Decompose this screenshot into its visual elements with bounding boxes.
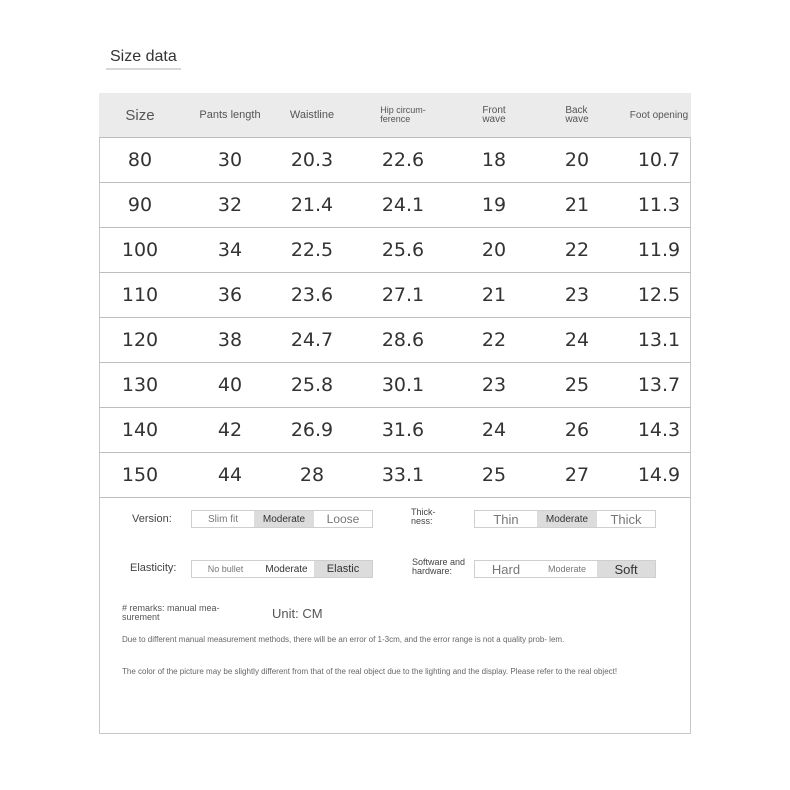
- cell-back-wave: 25: [564, 374, 590, 396]
- cell-waistline: 22.5: [290, 239, 334, 261]
- table-row: [99, 138, 691, 183]
- header-hip-line2: ference: [380, 114, 411, 124]
- thickness-scale: [474, 510, 656, 528]
- cell-size: 90: [127, 194, 153, 216]
- cell-pants-length: 40: [217, 374, 243, 396]
- cell-foot-opening: 10.7: [637, 149, 681, 171]
- cell-foot-opening: 14.9: [637, 464, 681, 486]
- cell-pants-length: 42: [217, 419, 243, 441]
- cell-size: 140: [121, 419, 159, 441]
- page-title: Size data: [106, 46, 181, 70]
- cell-hip: 22.6: [381, 149, 425, 171]
- header-waistline: Waistline: [289, 109, 335, 121]
- cell-waistline: 28: [299, 464, 325, 486]
- thickness-option-thick: Thick: [610, 511, 642, 527]
- table-row: [99, 183, 691, 228]
- cell-size: 110: [121, 284, 159, 306]
- size-table: [99, 93, 691, 498]
- version-label: Version:: [132, 513, 172, 525]
- cell-waistline: 20.3: [290, 149, 334, 171]
- cell-size: 120: [121, 329, 159, 351]
- cell-pants-length: 38: [217, 329, 243, 351]
- cell-hip: 31.6: [381, 419, 425, 441]
- cell-size: 100: [121, 239, 159, 261]
- cell-foot-opening: 13.1: [637, 329, 681, 351]
- softness-scale: [474, 560, 656, 578]
- softness-option-hard: Hard: [491, 561, 521, 577]
- cell-back-wave: 22: [564, 239, 590, 261]
- table-row: [99, 273, 691, 318]
- cell-foot-opening: 12.5: [637, 284, 681, 306]
- cell-back-wave: 26: [564, 419, 590, 441]
- cell-front-wave: 22: [481, 329, 507, 351]
- cell-pants-length: 30: [217, 149, 243, 171]
- header-size: Size: [125, 106, 155, 124]
- elasticity-scale: [191, 560, 373, 578]
- measurement-note: Due to different manual measurement methods, there will be an error of 1-3cm, and the error range is not a quality prob- lem.: [122, 635, 565, 644]
- cell-hip: 33.1: [381, 464, 425, 486]
- remarks-label-line1: # remarks: manual mea-: [122, 603, 220, 613]
- table-row: [99, 318, 691, 363]
- table-header-row: [99, 93, 691, 138]
- remarks-label-line2: surement: [122, 612, 160, 622]
- cell-pants-length: 34: [217, 239, 243, 261]
- elasticity-option-no-bullet: No bullet: [207, 564, 244, 574]
- cell-front-wave: 18: [481, 149, 507, 171]
- cell-hip: 24.1: [381, 194, 425, 216]
- header-front-wave: [461, 93, 527, 137]
- cell-foot-opening: 13.7: [637, 374, 681, 396]
- table-row: [99, 408, 691, 453]
- cell-size: 80: [127, 149, 153, 171]
- header-front-line1: Front: [482, 105, 506, 116]
- cell-front-wave: 19: [481, 194, 507, 216]
- elasticity-option-elastic: Elastic: [314, 561, 372, 577]
- softness-label-line1: Software and: [412, 557, 466, 567]
- cell-waistline: 25.8: [290, 374, 334, 396]
- cell-back-wave: 27: [564, 464, 590, 486]
- header-back-line1: Back: [565, 105, 588, 116]
- cell-hip: 27.1: [381, 284, 425, 306]
- cell-front-wave: 21: [481, 284, 507, 306]
- header-foot-opening: Foot opening: [629, 109, 689, 121]
- cell-front-wave: 23: [481, 374, 507, 396]
- version-scale: [191, 510, 373, 528]
- cell-back-wave: 23: [564, 284, 590, 306]
- version-option-loose: Loose: [326, 512, 360, 526]
- softness-label: [412, 558, 465, 576]
- softness-option-soft: Soft: [597, 561, 655, 577]
- cell-size: 150: [121, 464, 159, 486]
- unit-label: Unit: CM: [272, 606, 323, 621]
- cell-front-wave: 25: [481, 464, 507, 486]
- color-note: The color of the picture may be slightly different from that of the real object due to the lighting and the display. Please refer to the real object!: [122, 667, 618, 676]
- cell-back-wave: 21: [564, 194, 590, 216]
- table-row: [99, 453, 691, 498]
- cell-waistline: 23.6: [290, 284, 334, 306]
- version-option-moderate: Moderate: [254, 511, 314, 527]
- cell-pants-length: 36: [217, 284, 243, 306]
- cell-waistline: 24.7: [290, 329, 334, 351]
- header-front-line2: wave: [482, 114, 506, 125]
- cell-size: 130: [121, 374, 159, 396]
- header-back-wave: [527, 93, 627, 137]
- thickness-option-moderate: Moderate: [537, 511, 597, 527]
- cell-foot-opening: 11.3: [637, 194, 681, 216]
- thickness-label: [411, 508, 436, 526]
- cell-hip: 28.6: [381, 329, 425, 351]
- cell-hip: 30.1: [381, 374, 425, 396]
- cell-back-wave: 20: [564, 149, 590, 171]
- cell-foot-opening: 11.9: [637, 239, 681, 261]
- cell-hip: 25.6: [381, 239, 425, 261]
- version-option-slim: Slim fit: [208, 513, 238, 525]
- table-row: [99, 363, 691, 408]
- elasticity-option-moderate: Moderate: [265, 563, 308, 575]
- header-pants-length: Pants length: [199, 109, 261, 121]
- remarks-label: [122, 604, 220, 622]
- cell-pants-length: 32: [217, 194, 243, 216]
- softness-label-line2: hardware:: [412, 566, 453, 576]
- cell-waistline: 26.9: [290, 419, 334, 441]
- cell-back-wave: 24: [564, 329, 590, 351]
- thickness-label-line1: Thick-: [411, 507, 436, 517]
- thickness-option-thin: Thin: [493, 511, 519, 527]
- header-hip: [345, 93, 461, 137]
- cell-front-wave: 20: [481, 239, 507, 261]
- elasticity-label: Elasticity:: [130, 562, 177, 574]
- header-hip-line1: Hip circum-: [380, 105, 426, 115]
- cell-foot-opening: 14.3: [637, 419, 681, 441]
- cell-pants-length: 44: [217, 464, 243, 486]
- cell-front-wave: 24: [481, 419, 507, 441]
- cell-waistline: 21.4: [290, 194, 334, 216]
- header-back-line2: wave: [565, 114, 589, 125]
- table-row: [99, 228, 691, 273]
- softness-option-moderate: Moderate: [547, 564, 587, 574]
- thickness-label-line2: ness:: [411, 516, 433, 526]
